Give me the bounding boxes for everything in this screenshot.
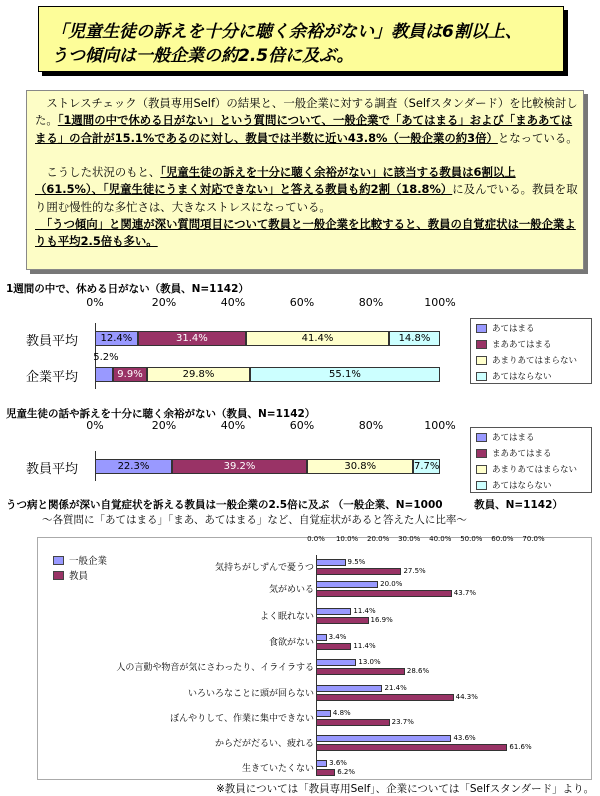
legend-swatch: [476, 372, 487, 381]
data-label: 28.6%: [406, 667, 430, 675]
chart3-legend-item-2: [53, 568, 88, 582]
headline-box: [38, 6, 564, 72]
chart1-legend-item-1: [476, 322, 535, 334]
bar: [316, 744, 507, 751]
chart3-subtitle: ～各質問に「あてはまる」「まあ、あてはまる」など、自覚症状があると答えた人に比率～: [42, 514, 467, 526]
chart1-legend-item-4: [476, 370, 552, 382]
bar: [316, 769, 335, 776]
bar-segment: 30.8%: [307, 459, 413, 474]
bar-segment: 31.4%: [138, 331, 246, 346]
axis-tick-label: 50.0%: [460, 535, 483, 543]
legend-swatch: [476, 449, 487, 458]
bar: [316, 643, 351, 650]
legend-label: あまりあてはまらない: [492, 465, 578, 475]
bar: [316, 685, 382, 692]
axis-tick-label: 20%: [151, 419, 177, 432]
description-p2-text: こうした状況のもと、: [35, 165, 161, 179]
bar-segment: 22.3%: [95, 459, 172, 474]
chart1-legend-item-3: [476, 354, 577, 366]
legend-label: あてはまる: [492, 433, 535, 443]
bar-segment: 9.9%: [113, 367, 147, 382]
bar-segment: 29.8%: [147, 367, 250, 382]
axis-tick-label: 10.0%: [335, 535, 359, 543]
legend-label: まああてはまる: [492, 340, 552, 350]
legend-label: まああてはまる: [492, 449, 552, 459]
chart2-legend-item-1: [476, 431, 535, 443]
chart1-legend: [470, 318, 592, 384]
description-box: [26, 90, 584, 270]
axis-tick-label: 80%: [358, 419, 384, 432]
bar: [316, 581, 378, 588]
data-label: 44.3%: [455, 693, 478, 701]
axis-tick-label: 40.0%: [429, 535, 452, 543]
legend-label: 教員: [69, 571, 89, 582]
description-paragraph-3: [35, 216, 579, 251]
row-label: 企業平均: [26, 370, 79, 385]
axis-tick-label: 20.0%: [367, 535, 390, 543]
category-label: からだがだるい、疲れる: [214, 739, 314, 749]
category-label: 気がめいる: [268, 585, 314, 595]
data-label: 43.6%: [453, 734, 476, 742]
axis-tick-label: 100%: [424, 419, 456, 432]
bar: [316, 760, 327, 767]
headline-line-1: 「児童生徒の訴えを十分に聴く余裕がない」教員は6割以上、: [51, 22, 522, 42]
description-p1-highlight-2: あてはまる」の合計が15.1%であるのに対し、教員では半数に近い43.8%（一般企業の約3倍）: [35, 113, 573, 145]
bar-segment: 39.2%: [172, 459, 307, 474]
legend-label: あまりあてはまらない: [492, 356, 578, 366]
data-label: 21.4%: [384, 684, 407, 692]
axis-tick-label: 70.0%: [522, 535, 545, 543]
axis-tick-label: 40%: [220, 296, 246, 309]
legend-swatch: [476, 465, 487, 474]
axis-tick-label: 40%: [220, 419, 246, 432]
category-label: 食欲がない: [268, 638, 314, 648]
legend-label: あてはまる: [492, 324, 535, 334]
chart1-title: 1週間の中で、休める日がない（教員、N=1142）: [6, 283, 249, 295]
chart2-legend-item-3: [476, 463, 577, 475]
description-paragraph-2: [35, 164, 579, 216]
chart3-legend-item-1: [53, 553, 107, 567]
bar: [316, 617, 369, 624]
bar-segment: 12.4%: [95, 331, 138, 346]
chart2-legend: [470, 427, 592, 493]
chart2-legend-item-2: [476, 447, 552, 459]
category-label: 生きていたくない: [241, 764, 314, 774]
data-label: 16.9%: [370, 616, 393, 624]
bar: [316, 559, 346, 566]
description-p2-end: に及んでいる。教員を取り囲む慢性的な多忙さは、大きなストレスになっている。: [35, 182, 578, 214]
bar: [316, 590, 452, 597]
bar: [316, 710, 331, 717]
data-label: 23.7%: [391, 718, 414, 726]
data-label: 13.0%: [358, 658, 381, 666]
chart2-title: 児童生徒の話や訴えを十分に聴く余裕がない（教員、N=1142）: [6, 408, 316, 420]
bar: [316, 634, 327, 641]
axis-tick-label: 20%: [151, 296, 177, 309]
axis-tick-label: 80%: [358, 296, 384, 309]
data-label: 3.4%: [328, 633, 347, 641]
legend-swatch: [53, 571, 64, 580]
data-label: 3.6%: [329, 759, 347, 767]
data-label: 61.6%: [509, 743, 532, 751]
bar-segment: 55.1%: [250, 367, 440, 382]
data-label: 43.7%: [453, 589, 477, 597]
row-label: 教員平均: [26, 334, 79, 349]
axis-tick-label: 60%: [289, 419, 315, 432]
legend-label: 一般企業: [69, 556, 108, 567]
bar: [316, 694, 454, 701]
axis-tick-label: 100%: [424, 296, 456, 309]
data-label: 6.2%: [337, 768, 356, 776]
data-label: 11.4%: [353, 642, 376, 650]
row-label: 教員平均: [26, 462, 79, 477]
axis-tick-label: 30.0%: [398, 535, 421, 543]
bar: [316, 659, 356, 666]
legend-swatch: [476, 481, 487, 490]
description-p1-highlight-1: 「1週間の中で休める日がない」という質問について、一般企業で「あてはまる」および「まあ: [57, 113, 538, 128]
bar-segment: 14.8%: [389, 331, 440, 346]
bar-segment: 41.4%: [246, 331, 389, 346]
bar-segment: [95, 367, 113, 382]
chart1-legend-item-2: [476, 338, 552, 350]
legend-swatch: [476, 433, 487, 442]
data-label: 11.4%: [353, 607, 376, 615]
data-label: 5.2%: [93, 352, 119, 363]
category-label: 気持ちがしずんで憂うつ: [214, 563, 314, 573]
bar: [316, 608, 351, 615]
axis-tick-label: 0%: [86, 296, 104, 309]
description-p1-end: となっている。: [497, 130, 578, 145]
headline-line-2: うつ傾向は一般企業の約2.5倍に及ぶ。: [51, 46, 354, 66]
legend-swatch: [476, 356, 487, 365]
data-label: 4.8%: [332, 709, 351, 717]
axis-tick-label: 60%: [289, 296, 315, 309]
axis-tick-label: 0.0%: [307, 535, 325, 543]
chart3-legend: [48, 551, 132, 581]
category-label: いろいろなことに頭が回らない: [187, 689, 314, 699]
axis-tick-label: 60.0%: [491, 535, 514, 543]
description-paragraph-1: [35, 95, 579, 147]
chart2-legend-item-4: [476, 479, 552, 491]
category-label: よく眠れない: [259, 612, 314, 622]
legend-label: あてはならない: [492, 372, 552, 382]
data-label: 9.5%: [347, 558, 366, 566]
legend-swatch: [476, 340, 487, 349]
axis-tick-label: 0%: [86, 419, 104, 432]
bar: [316, 719, 390, 726]
description-p1-text: ストレスチェック（教員専用Self）の結果と、一般企業に対する調査（Selfスタンダード）を比較検討した。: [35, 96, 578, 128]
bar-segment: 7.7%: [414, 461, 440, 472]
description-p2-highlight: 「児童生徒の訴えを十分に聴く余裕がない」に該当する教員は6割以上（61.5%）、「児童生徒にうまく対応できない」と答える教員も約2割（18.8%）: [35, 165, 516, 197]
data-label: 20.0%: [380, 580, 403, 588]
chart3-source-note: ※教員については「教員専用Self」、企業については「Selfスタンダード」より。: [216, 783, 595, 795]
legend-swatch: [476, 324, 487, 333]
category-label: 人の言動や物音が気にさわったり、イライラする: [116, 663, 314, 673]
chart3-title: うつ病と関係が深い自覚症状を訴える教員は一般企業の2.5倍に及ぶ （一般企業、N=1000 教員、N=1142）: [6, 499, 563, 511]
bar: [316, 568, 401, 575]
bar: [316, 668, 405, 675]
data-label: 27.5%: [403, 567, 426, 575]
category-label: ぼんやりして、作業に集中できない: [170, 714, 314, 724]
description-p3-highlight: 「うつ傾向」と関連が深い質問項目について教員と一般企業を比較すると、教員の自覚症状は一般企業よりも平均2.5倍も多い。: [35, 217, 576, 249]
bar: [316, 735, 451, 742]
legend-label: あてはならない: [492, 481, 552, 491]
legend-swatch: [53, 556, 64, 565]
